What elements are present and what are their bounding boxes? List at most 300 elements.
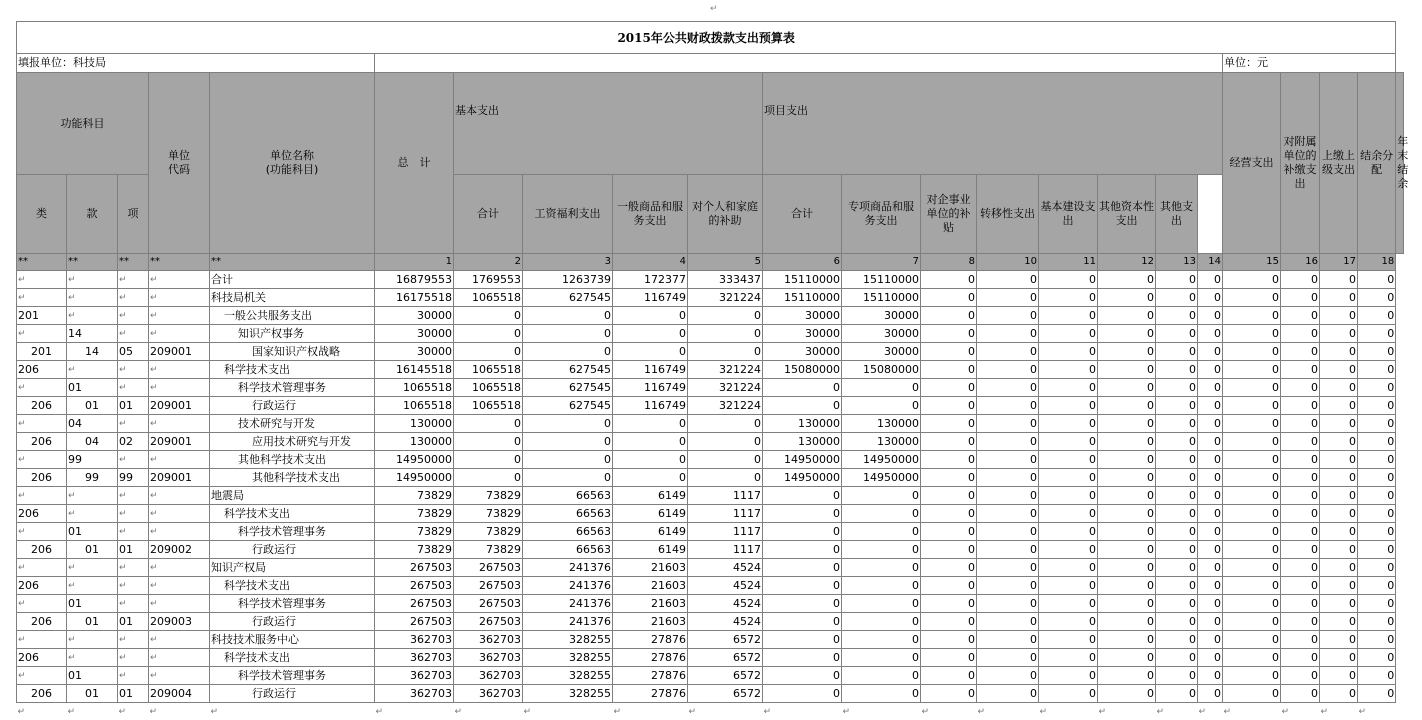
- paragraph-mark: ↵: [150, 311, 158, 321]
- cell-value: 0: [1223, 469, 1281, 487]
- paragraph-mark: ↵: [1359, 707, 1367, 717]
- cell-lei: [17, 523, 67, 541]
- cell-unit-name: 科学技术管理事务: [210, 523, 375, 541]
- column-number-cell: **: [118, 254, 149, 271]
- cell-value: 0: [1320, 343, 1358, 361]
- header-wages: 工资福利支出: [523, 175, 613, 254]
- column-number-row: [17, 254, 1404, 271]
- cell-value: 333437: [688, 271, 763, 289]
- cell-value: 0: [977, 595, 1039, 613]
- cell-value: 0: [842, 595, 921, 613]
- cell-value: 0: [921, 613, 977, 631]
- cell-value: 0: [1198, 361, 1223, 379]
- cell-value: 0: [613, 343, 688, 361]
- cell-value: 0: [1156, 271, 1198, 289]
- cell-unit-code: [149, 487, 210, 505]
- cell-unit-name: 科学技术支出: [210, 505, 375, 523]
- paragraph-mark: ↵: [150, 635, 158, 645]
- cell-value: 0: [1281, 631, 1320, 649]
- cell-value: 0: [1358, 325, 1396, 343]
- cell-value: 0: [1156, 325, 1198, 343]
- cell-value: 0: [1198, 307, 1223, 325]
- paragraph-mark: ↵: [68, 365, 76, 375]
- cell-value: 0: [1358, 541, 1396, 559]
- cell-xiang: 99: [118, 469, 149, 487]
- paragraph-mark: ↵: [119, 275, 127, 285]
- cell-value: 0: [1156, 307, 1198, 325]
- cell-kuan: 01: [67, 685, 118, 703]
- cell-value: 0: [1098, 577, 1156, 595]
- cell-value: 0: [1098, 523, 1156, 541]
- cell-value: 0: [1156, 613, 1198, 631]
- cell-value: 0: [921, 487, 977, 505]
- paragraph-mark: ↵: [18, 671, 26, 681]
- table-row: [17, 595, 1404, 613]
- cell-value: 0: [921, 397, 977, 415]
- cell-value: 0: [1039, 541, 1098, 559]
- cell-lei: 206: [17, 505, 67, 523]
- cell-value: 0: [1098, 415, 1156, 433]
- table-row: [17, 307, 1404, 325]
- header-unit-name: 单位名称 (功能科目): [210, 73, 375, 254]
- cell-value: 0: [921, 433, 977, 451]
- cell-value: 6572: [688, 649, 763, 667]
- cell-value: 66563: [523, 505, 613, 523]
- table-row: [17, 415, 1404, 433]
- cell-value: 0: [1281, 361, 1320, 379]
- paragraph-mark: ↵: [119, 365, 127, 375]
- cell-kuan: 01: [67, 379, 118, 397]
- cell-value: 0: [921, 343, 977, 361]
- paragraph-mark: ↵: [18, 491, 26, 501]
- cell-value: 0: [763, 541, 842, 559]
- paragraph-mark: ↵: [150, 581, 158, 591]
- cell-lei: [17, 379, 67, 397]
- cell-value: 73829: [454, 523, 523, 541]
- cell-value: 0: [1358, 415, 1396, 433]
- cell-value: 0: [1223, 595, 1281, 613]
- paragraph-mark: ↵: [18, 275, 26, 285]
- cell-value: 0: [977, 559, 1039, 577]
- cell-unit-code: [149, 577, 210, 595]
- cell-value: 27876: [613, 631, 688, 649]
- cell-value: 0: [1223, 307, 1281, 325]
- cell-value: 0: [1156, 487, 1198, 505]
- cell-value: 0: [1156, 289, 1198, 307]
- cell-xiang: [118, 595, 149, 613]
- cell-value: 6149: [613, 505, 688, 523]
- cell-xiang: [118, 271, 149, 289]
- cell-value: 0: [1039, 397, 1098, 415]
- cell-value: 6149: [613, 541, 688, 559]
- cell-value: 172377: [613, 271, 688, 289]
- paragraph-mark: ↵: [68, 509, 76, 519]
- paragraph-mark: ↵: [119, 635, 127, 645]
- cell-value: 1065518: [454, 397, 523, 415]
- cell-value: 0: [977, 289, 1039, 307]
- cell-kuan: [67, 505, 118, 523]
- cell-value: 0: [763, 505, 842, 523]
- cell-unit-code: [149, 361, 210, 379]
- cell-value: 0: [842, 559, 921, 577]
- cell-value: 321224: [688, 361, 763, 379]
- cell-kuan: 01: [67, 613, 118, 631]
- paragraph-mark: ↵: [68, 635, 76, 645]
- paragraph-mark: ↵: [1224, 707, 1232, 717]
- cell-value: 0: [1156, 397, 1198, 415]
- cell-value: 0: [1198, 487, 1223, 505]
- cell-xiang: 01: [118, 685, 149, 703]
- cell-unit-name: 应用技术研究与开发: [210, 433, 375, 451]
- cell-value: 30000: [763, 343, 842, 361]
- cell-unit-name: 知识产权局: [210, 559, 375, 577]
- cell-lei: [17, 631, 67, 649]
- cell-lei: [17, 451, 67, 469]
- cell-value: 0: [1223, 361, 1281, 379]
- column-number-cell: 6: [763, 254, 842, 271]
- cell-unit-code: [149, 631, 210, 649]
- cell-value: 27876: [613, 685, 688, 703]
- cell-value: 0: [977, 271, 1039, 289]
- cell-xiang: [118, 631, 149, 649]
- cell-value: 1117: [688, 505, 763, 523]
- cell-value: 73829: [375, 541, 454, 559]
- paragraph-mark: ↵: [18, 455, 26, 465]
- cell-lei: 201: [17, 343, 67, 361]
- cell-value: 328255: [523, 667, 613, 685]
- cell-value: 0: [613, 469, 688, 487]
- cell-value: 27876: [613, 667, 688, 685]
- header-project: 项目支出: [763, 73, 1223, 175]
- cell-value: 0: [1281, 685, 1320, 703]
- cell-value: 0: [1098, 379, 1156, 397]
- cell-unit-name: 国家知识产权战略: [210, 343, 375, 361]
- paragraph-mark: ↵: [150, 365, 158, 375]
- cell-xiang: [118, 505, 149, 523]
- cell-value: 16175518: [375, 289, 454, 307]
- cell-value: 30000: [763, 325, 842, 343]
- cell-lei: [17, 271, 67, 289]
- cell-value: 0: [1039, 451, 1098, 469]
- cell-unit-name: 科学技术支出: [210, 577, 375, 595]
- cell-value: 0: [1358, 631, 1396, 649]
- cell-value: 0: [454, 451, 523, 469]
- cell-value: 0: [1098, 559, 1156, 577]
- cell-kuan: [67, 487, 118, 505]
- cell-value: 0: [1098, 325, 1156, 343]
- cell-value: 0: [1281, 271, 1320, 289]
- cell-xiang: 01: [118, 541, 149, 559]
- paragraph-mark: ↵: [119, 383, 127, 393]
- title-row: [17, 22, 1404, 54]
- cell-value: 0: [523, 451, 613, 469]
- paragraph-mark: ↵: [68, 311, 76, 321]
- cell-xiang: [118, 307, 149, 325]
- cell-value: 21603: [613, 595, 688, 613]
- cell-value: 0: [1358, 361, 1396, 379]
- cell-value: 0: [1358, 505, 1396, 523]
- cell-value: 0: [1281, 289, 1320, 307]
- table-row: [17, 271, 1404, 289]
- cell-xiang: [118, 415, 149, 433]
- cell-value: 0: [1039, 361, 1098, 379]
- paragraph-mark: ↵: [150, 383, 158, 393]
- cell-unit-code: [149, 307, 210, 325]
- cell-value: 362703: [375, 685, 454, 703]
- cell-value: 0: [1098, 343, 1156, 361]
- cell-unit-name: 行政运行: [210, 397, 375, 415]
- cell-value: 4524: [688, 559, 763, 577]
- table-row: [17, 343, 1404, 361]
- paragraph-mark: ↵: [68, 293, 76, 303]
- cell-value: 0: [1223, 541, 1281, 559]
- cell-value: 0: [1223, 667, 1281, 685]
- paragraph-mark: ↵: [18, 599, 26, 609]
- cell-value: 0: [1358, 595, 1396, 613]
- cell-value: 1263739: [523, 271, 613, 289]
- cell-value: 0: [1039, 613, 1098, 631]
- cell-value: 0: [1358, 649, 1396, 667]
- column-number-cell: 17: [1320, 254, 1358, 271]
- cell-value: 0: [1358, 613, 1396, 631]
- header-basic-sum: 合计: [454, 175, 523, 254]
- cell-value: 0: [613, 415, 688, 433]
- cell-value: 0: [977, 685, 1039, 703]
- cell-lei: [17, 595, 67, 613]
- cell-value: 73829: [454, 487, 523, 505]
- cell-value: 0: [454, 415, 523, 433]
- footer-row: [17, 703, 1404, 720]
- paragraph-mark: ↵: [119, 581, 127, 591]
- header-personal: 对个人和家庭的补助: [688, 175, 763, 254]
- cell-value: 0: [1198, 379, 1223, 397]
- cell-value: 0: [1156, 559, 1198, 577]
- paragraph-mark: ↵: [843, 707, 851, 717]
- cell-value: 14950000: [842, 451, 921, 469]
- table-row: [17, 685, 1404, 703]
- cell-unit-code: 209002: [149, 541, 210, 559]
- cell-lei: 206: [17, 541, 67, 559]
- cell-value: 0: [1358, 343, 1396, 361]
- cell-value: 328255: [523, 631, 613, 649]
- cell-value: 0: [1156, 649, 1198, 667]
- cell-value: 0: [842, 397, 921, 415]
- cell-value: 0: [1039, 433, 1098, 451]
- cell-value: 627545: [523, 361, 613, 379]
- cell-xiang: [118, 379, 149, 397]
- paragraph-mark: ↵: [18, 707, 26, 717]
- cell-value: 16879553: [375, 271, 454, 289]
- cell-value: 0: [613, 433, 688, 451]
- paragraph-mark: ↵: [150, 329, 158, 339]
- cell-value: 0: [842, 631, 921, 649]
- header-year-end: 年末结余: [1396, 73, 1404, 254]
- cell-value: 0: [1320, 505, 1358, 523]
- paragraph-mark: ↵: [1040, 707, 1048, 717]
- cell-value: 0: [1156, 505, 1198, 523]
- cell-value: 0: [977, 325, 1039, 343]
- cell-value: 30000: [842, 307, 921, 325]
- cell-value: 362703: [454, 685, 523, 703]
- cell-value: 0: [1156, 541, 1198, 559]
- cell-value: 328255: [523, 649, 613, 667]
- cell-value: 0: [523, 307, 613, 325]
- cell-value: 0: [1039, 307, 1098, 325]
- cell-unit-code: [149, 451, 210, 469]
- cell-lei: 206: [17, 649, 67, 667]
- cell-value: 0: [977, 415, 1039, 433]
- cell-xiang: 01: [118, 397, 149, 415]
- paragraph-mark: ↵: [68, 275, 76, 285]
- cell-value: 0: [763, 487, 842, 505]
- column-number-cell: 14: [1198, 254, 1223, 271]
- paragraph-mark: ↵: [150, 653, 158, 663]
- cell-value: 14950000: [375, 451, 454, 469]
- fill-unit: 填报单位：科技局: [17, 54, 375, 73]
- cell-value: 0: [977, 451, 1039, 469]
- cell-value: 0: [1320, 649, 1358, 667]
- paragraph-mark: ↵: [119, 311, 127, 321]
- cell-kuan: 14: [67, 325, 118, 343]
- cell-value: 321224: [688, 397, 763, 415]
- cell-value: 1065518: [375, 379, 454, 397]
- paragraph-mark: ↵: [689, 707, 697, 717]
- cell-value: 0: [1223, 559, 1281, 577]
- cell-value: 0: [1281, 487, 1320, 505]
- cell-value: 0: [1098, 613, 1156, 631]
- paragraph-mark: ↵: [150, 707, 158, 717]
- cell-value: 0: [977, 361, 1039, 379]
- cell-value: 1065518: [454, 379, 523, 397]
- cell-unit-code: 209001: [149, 343, 210, 361]
- cell-value: 0: [1039, 469, 1098, 487]
- cell-value: 241376: [523, 577, 613, 595]
- cell-unit-name: 科学技术管理事务: [210, 379, 375, 397]
- cell-value: 0: [1223, 415, 1281, 433]
- cell-xiang: 02: [118, 433, 149, 451]
- cell-value: 0: [523, 433, 613, 451]
- cell-value: 0: [1039, 577, 1098, 595]
- cell-unit-name: 科学技术支出: [210, 361, 375, 379]
- cell-value: 0: [1281, 451, 1320, 469]
- cell-value: 0: [1223, 649, 1281, 667]
- cell-value: 0: [977, 613, 1039, 631]
- cell-value: 0: [1098, 307, 1156, 325]
- unit-label: 单位：元: [1223, 54, 1396, 73]
- cell-unit-name: 科学技术管理事务: [210, 667, 375, 685]
- cell-value: 0: [1223, 577, 1281, 595]
- cell-value: 0: [1358, 577, 1396, 595]
- cell-value: 362703: [375, 649, 454, 667]
- cell-xiang: [118, 487, 149, 505]
- cell-value: 0: [1156, 631, 1198, 649]
- cell-value: 627545: [523, 379, 613, 397]
- cell-value: 21603: [613, 577, 688, 595]
- column-number-cell: 13: [1156, 254, 1198, 271]
- header-other-capital: 其他资本性支出: [1098, 175, 1156, 254]
- header-proj-sum: 合计: [763, 175, 842, 254]
- paragraph-mark: ↵: [68, 581, 76, 591]
- column-number-cell: 1: [375, 254, 454, 271]
- paragraph-mark: ↵: [150, 491, 158, 501]
- cell-value: 6149: [613, 523, 688, 541]
- cell-value: 0: [763, 667, 842, 685]
- cell-value: 0: [1098, 631, 1156, 649]
- table-row: [17, 361, 1404, 379]
- column-number-cell: 16: [1281, 254, 1320, 271]
- column-number-cell: 10: [977, 254, 1039, 271]
- cell-value: 30000: [763, 307, 842, 325]
- cell-unit-code: 209001: [149, 397, 210, 415]
- cell-value: 14950000: [763, 469, 842, 487]
- cell-value: 15080000: [842, 361, 921, 379]
- cell-value: 0: [1320, 631, 1358, 649]
- paragraph-mark: ↵: [119, 671, 127, 681]
- cell-value: 0: [688, 433, 763, 451]
- table-row: [17, 523, 1404, 541]
- paragraph-mark: ↵: [18, 635, 26, 645]
- cell-value: 0: [1156, 415, 1198, 433]
- cell-lei: 206: [17, 613, 67, 631]
- paragraph-mark: ↵: [68, 707, 76, 717]
- cell-unit-name: 地震局: [210, 487, 375, 505]
- cell-kuan: 99: [67, 451, 118, 469]
- cell-lei: [17, 559, 67, 577]
- cell-value: 15110000: [763, 271, 842, 289]
- cell-unit-name: 技术研究与开发: [210, 415, 375, 433]
- cell-unit-code: 209004: [149, 685, 210, 703]
- cell-value: 0: [1198, 613, 1223, 631]
- paragraph-mark: ↵: [18, 563, 26, 573]
- table-row: [17, 433, 1404, 451]
- cell-value: 0: [842, 685, 921, 703]
- cell-unit-code: 209001: [149, 469, 210, 487]
- cell-xiang: [118, 667, 149, 685]
- column-number-cell: 11: [1039, 254, 1098, 271]
- paragraph-mark: ↵: [119, 707, 127, 717]
- cell-value: 0: [454, 433, 523, 451]
- cell-kuan: 99: [67, 469, 118, 487]
- cell-kuan: [67, 631, 118, 649]
- cell-value: 0: [842, 523, 921, 541]
- column-number-cell: **: [149, 254, 210, 271]
- cell-value: 0: [1320, 577, 1358, 595]
- cell-value: 0: [1098, 397, 1156, 415]
- cell-value: 30000: [375, 343, 454, 361]
- cell-value: 0: [1098, 541, 1156, 559]
- cell-value: 267503: [454, 559, 523, 577]
- cell-value: 267503: [454, 577, 523, 595]
- cell-value: 21603: [613, 559, 688, 577]
- cell-value: 0: [1320, 613, 1358, 631]
- header-subsidiary: 对附属单位的补缴支出: [1281, 73, 1320, 254]
- cell-value: 0: [1223, 631, 1281, 649]
- cell-value: 0: [1039, 505, 1098, 523]
- cell-value: 15080000: [763, 361, 842, 379]
- cell-kuan: 01: [67, 541, 118, 559]
- cell-value: 0: [1198, 667, 1223, 685]
- cell-value: 0: [1223, 343, 1281, 361]
- cell-value: 0: [1156, 595, 1198, 613]
- cell-value: 0: [1156, 361, 1198, 379]
- cell-value: 0: [1320, 451, 1358, 469]
- paragraph-mark: ↵: [1199, 707, 1207, 717]
- cell-value: 0: [1320, 595, 1358, 613]
- cell-value: 0: [1358, 271, 1396, 289]
- column-number-cell: 4: [613, 254, 688, 271]
- cell-unit-code: [149, 595, 210, 613]
- cell-value: 0: [977, 523, 1039, 541]
